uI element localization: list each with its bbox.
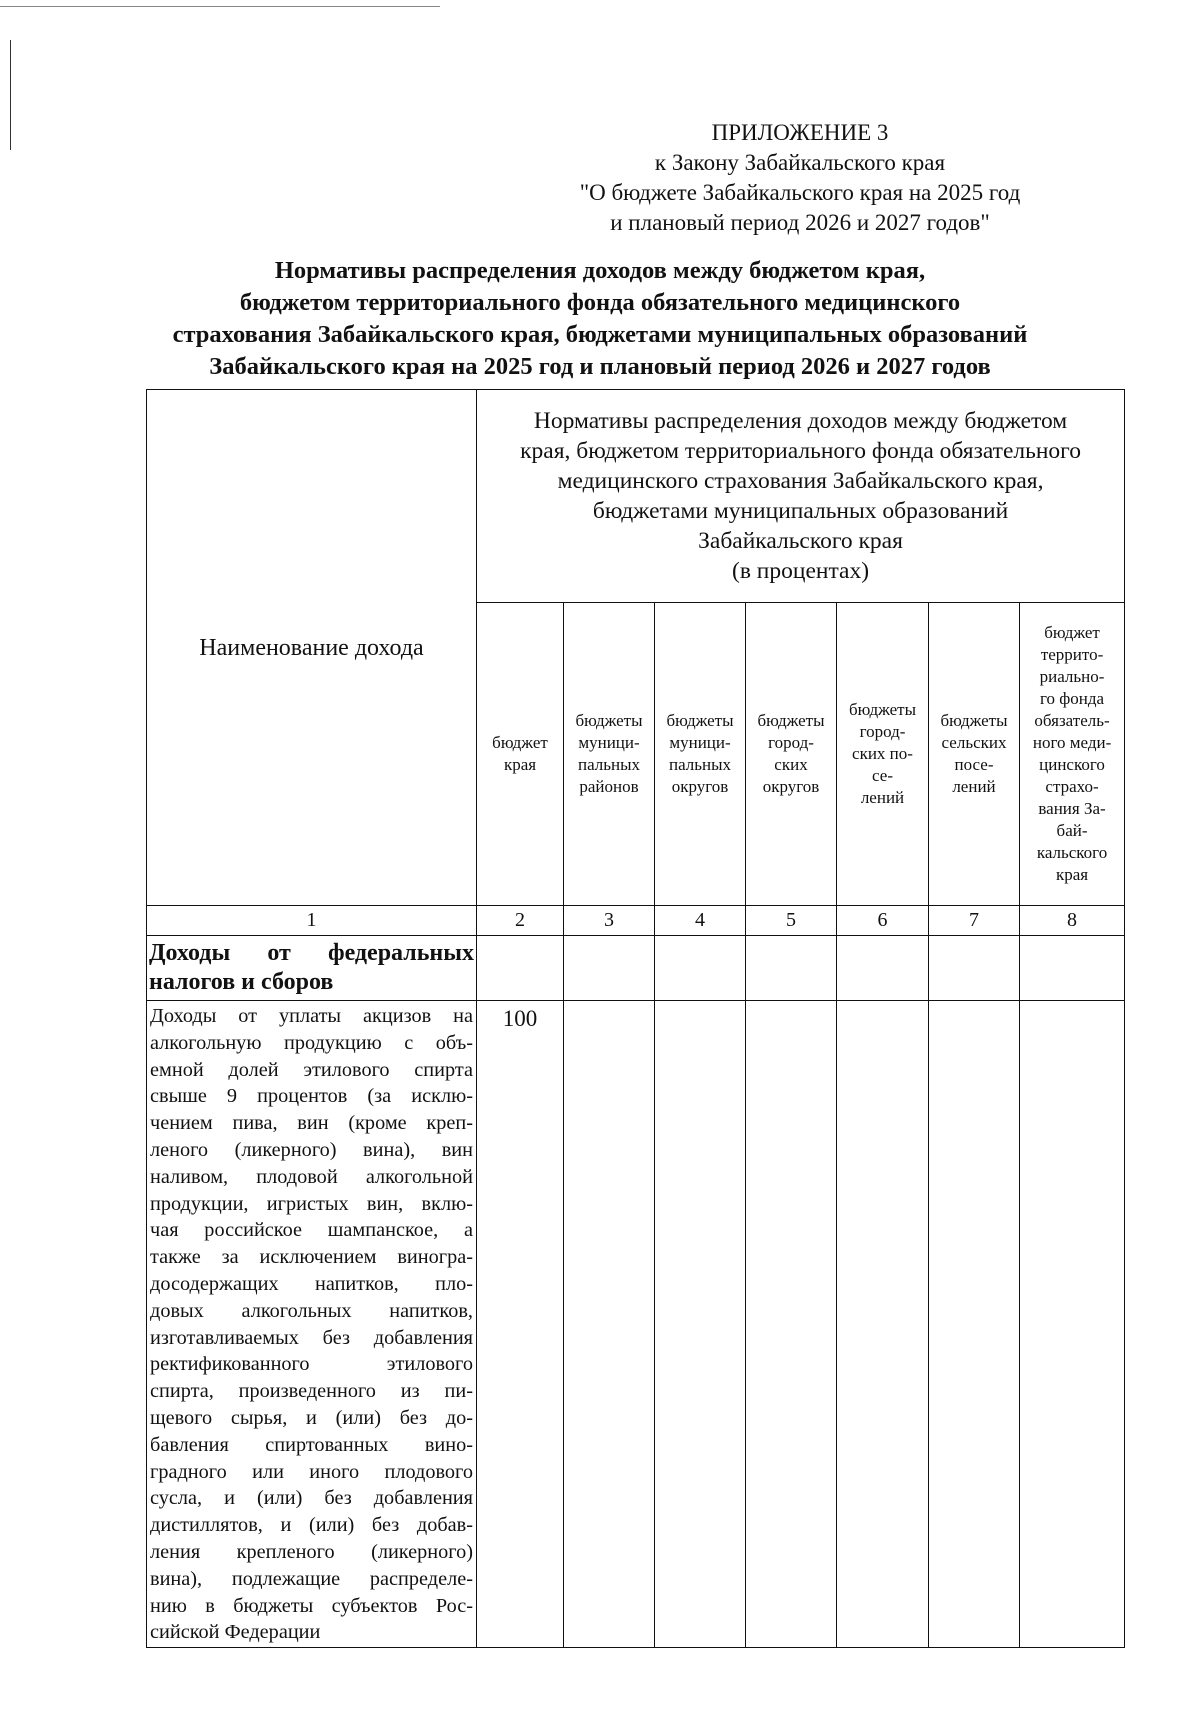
group-header-line: края, бюджетом территориального фонда обязательного	[520, 438, 1081, 464]
column-header-line: лений	[952, 777, 996, 796]
description-line: нию в бюджеты субъектов Рос-	[150, 1594, 473, 1617]
column-header	[477, 603, 564, 906]
column-header-line: террито-	[1040, 645, 1104, 664]
column-header-line: муници-	[578, 733, 640, 752]
column-header-line: бюджет	[1044, 623, 1100, 642]
group-header-line: Нормативы распределения доходов между бюджетом	[533, 408, 1068, 434]
description-line: градного или иного плодового	[150, 1460, 473, 1483]
value-cell	[564, 1001, 655, 1648]
description-line: сийской Федерации	[150, 1621, 321, 1644]
description-line: сусла, и (или) без добавления	[150, 1487, 473, 1510]
column-header-line: пальных	[668, 755, 732, 774]
description-line: алкогольную продукцию с объ-	[150, 1031, 473, 1054]
value-cell	[929, 1001, 1020, 1648]
column-header	[1020, 603, 1125, 906]
column-header-line: бай-	[1056, 821, 1088, 840]
section-title	[147, 936, 477, 1001]
column-header-line: округов	[671, 777, 729, 796]
appendix-note	[540, 118, 1060, 238]
column-header-line: обязатель-	[1034, 711, 1110, 730]
appendix-line: и плановый период 2026 и 2027 годов"	[610, 210, 990, 235]
column-number: 4	[655, 906, 746, 936]
distribution-norms-table	[146, 389, 1125, 1648]
column-header-line: сельских	[941, 733, 1007, 752]
column-header-line: муници-	[669, 733, 731, 752]
column-header-line: районов	[579, 777, 639, 796]
income-description	[147, 1001, 477, 1648]
value-cell: 100	[477, 1001, 564, 1648]
column-header-line: ских по-	[852, 744, 913, 763]
description-line: ления крепленого (ликерного)	[150, 1540, 473, 1563]
column-header-line: бюджеты	[575, 711, 643, 730]
description-line: досодержащих напитков, пло-	[150, 1272, 473, 1295]
scan-edge-top	[0, 6, 440, 7]
appendix-line: к Закону Забайкальского края	[654, 150, 946, 175]
column-header-line: края	[503, 755, 537, 774]
scan-edge-left	[10, 40, 11, 150]
column-header-line: бюджеты	[666, 711, 734, 730]
description-line: наливом, плодовой алкогольной	[150, 1165, 473, 1188]
column-header	[837, 603, 929, 906]
description-line: довых алкогольных напитков,	[150, 1299, 473, 1322]
section-row	[147, 936, 1125, 1001]
value-cell	[1020, 1001, 1125, 1648]
description-line: леного (ликерного) вина), вин	[150, 1138, 473, 1161]
description-line: чением пива, вин (кроме креп-	[150, 1112, 473, 1135]
empty-cell	[1020, 936, 1125, 1001]
title-line: Нормативы распределения доходов между бюджетом края,	[274, 257, 926, 284]
column-header-line: посе-	[954, 755, 994, 774]
column-number: 3	[564, 906, 655, 936]
group-header-line: Забайкальского края	[698, 528, 903, 554]
description-line: бавления спиртованных вино-	[150, 1433, 473, 1456]
description-line: также за исключением виногра-	[150, 1246, 473, 1269]
description-line: емной долей этилового спирта	[150, 1058, 473, 1081]
description-line: щевого сырья, и (или) без до-	[150, 1406, 473, 1429]
column-header-line: бюджеты	[940, 711, 1008, 730]
column-header	[746, 603, 837, 906]
description-line: изготавливаемых без добавления	[150, 1326, 473, 1349]
income-name-header-text: Наименование дохода	[199, 634, 424, 661]
column-number: 5	[746, 906, 837, 936]
norms-group-header	[477, 390, 1125, 603]
description-line: продукции, игристых вин, вклю-	[150, 1192, 473, 1215]
appendix-line: ПРИЛОЖЕНИЕ 3	[711, 120, 889, 145]
column-header-line: цинского	[1039, 755, 1105, 774]
column-header	[655, 603, 746, 906]
column-header-line: пальных	[577, 755, 641, 774]
column-number: 1	[147, 906, 477, 936]
column-header-line: риально-	[1039, 667, 1105, 686]
table-row	[147, 1001, 1125, 1648]
empty-cell	[655, 936, 746, 1001]
description-line: дистиллятов, и (или) без добав-	[150, 1514, 473, 1537]
column-number: 2	[477, 906, 564, 936]
column-number: 7	[929, 906, 1020, 936]
title-line: страхования Забайкальского края, бюджетами муниципальных образований	[172, 321, 1028, 348]
column-header-line: вания За-	[1038, 799, 1106, 818]
document-title	[150, 255, 1050, 383]
column-header-line: края	[1055, 865, 1089, 884]
column-header-line: ских	[774, 755, 808, 774]
value-cell	[655, 1001, 746, 1648]
empty-cell	[746, 936, 837, 1001]
column-header-line: город-	[859, 722, 906, 741]
title-line: Забайкальского края на 2025 год и плановый период 2026 и 2027 годов	[209, 353, 991, 380]
column-number: 8	[1020, 906, 1125, 936]
column-header-line: се-	[872, 766, 893, 785]
column-number: 6	[837, 906, 929, 936]
description-line: свыше 9 процентов (за исклю-	[150, 1085, 473, 1108]
column-header-line: страхо-	[1045, 777, 1099, 796]
empty-cell	[477, 936, 564, 1001]
description-line: вина), подлежащие распределе-	[150, 1567, 473, 1590]
column-header-line: кальского	[1036, 843, 1108, 862]
column-header-line: округов	[762, 777, 820, 796]
column-header-line: лений	[860, 788, 905, 807]
description-line: Доходы от уплаты акцизов на	[150, 1005, 473, 1027]
column-header-line: го фонда	[1039, 689, 1105, 708]
section-title-line: налогов и сборов	[149, 969, 334, 995]
column-header-line: бюджеты	[848, 700, 917, 719]
group-header-line: бюджетами муниципальных образований	[592, 498, 1009, 524]
empty-cell	[929, 936, 1020, 1001]
column-number-row	[147, 906, 1125, 936]
value-cell	[746, 1001, 837, 1648]
column-header-line: бюджет	[492, 733, 548, 752]
title-line: бюджетом территориального фонда обязательного медицинского	[239, 289, 961, 316]
column-header	[929, 603, 1020, 906]
column-header-line: бюджеты	[757, 711, 825, 730]
column-header	[564, 603, 655, 906]
empty-cell	[564, 936, 655, 1001]
income-name-header	[147, 390, 477, 906]
column-header-line: ного меди-	[1032, 733, 1112, 752]
group-header-line: медицинского страхования Забайкальского края,	[557, 468, 1044, 494]
group-header-line: (в процентах)	[732, 558, 870, 584]
column-header-line: город-	[768, 733, 814, 752]
description-line: ректификованного этилового	[150, 1353, 473, 1376]
appendix-line: "О бюджете Забайкальского края на 2025 год	[579, 180, 1021, 205]
value-cell	[837, 1001, 929, 1648]
section-title-line: Доходы от федеральных	[149, 940, 474, 966]
description-line: чая российское шампанское, а	[150, 1219, 473, 1242]
description-line: спирта, произведенного из пи-	[150, 1380, 473, 1403]
empty-cell	[837, 936, 929, 1001]
